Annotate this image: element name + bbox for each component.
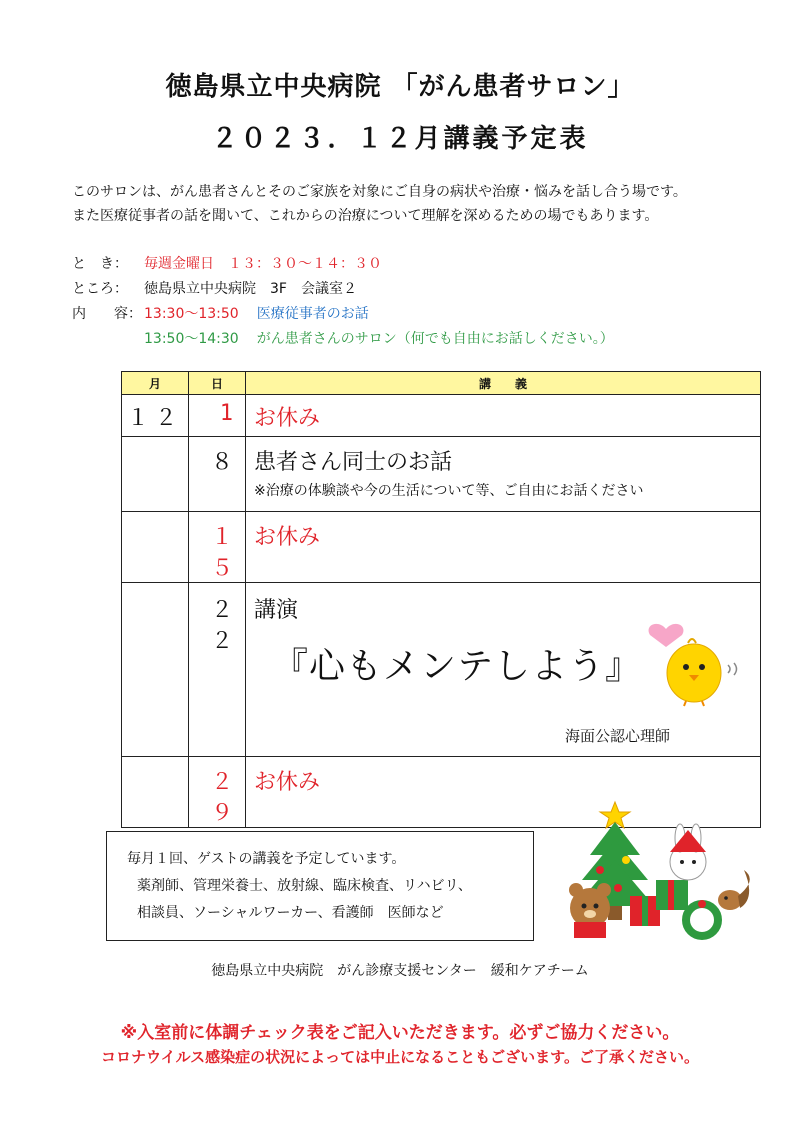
info-content-2: [72, 327, 614, 352]
lecture-note: ※治療の体験談や今の生活について等、ご自由にお話ください: [254, 483, 644, 499]
month-cell: [122, 512, 189, 583]
header-month: 月: [122, 372, 189, 395]
month-cell: [122, 583, 189, 757]
talk-title: 『心もメンテしよう』: [272, 646, 643, 687]
warning-line-2: コロナウイルス感染症の状況によっては中止になることもございます。ご了承ください。: [101, 1048, 699, 1066]
page-title: 徳島県立中央病院 「がん患者サロン」: [165, 72, 635, 102]
info-block: [72, 252, 614, 352]
lecture-title: お休み: [254, 770, 321, 795]
lecture-cell: [246, 437, 761, 512]
guest-line-3: 相談員、ソーシャルワーカー、看護師 医師など: [137, 905, 444, 921]
footer-organization: 徳島県立中央病院 がん診療支援センター 緩和ケアチーム: [211, 963, 589, 979]
info-when: [72, 252, 614, 277]
day-cell: ２２: [189, 583, 246, 757]
lecture-title: 患者さん同士のお話: [254, 450, 453, 475]
day-cell: ２９: [189, 757, 246, 828]
day-cell: 1: [189, 395, 246, 437]
content1-time: 13:30～13:50: [144, 306, 239, 322]
chick-with-heart-icon: [636, 607, 746, 707]
guest-info-box: [106, 831, 534, 941]
table-row: [122, 512, 761, 583]
table-row: [122, 437, 761, 512]
header-day: 日: [189, 372, 246, 395]
content1-text: 医療従事者のお話: [256, 306, 369, 322]
content2-time: 13:50～14:30: [144, 331, 239, 347]
day-cell: １５: [189, 512, 246, 583]
table-row: [122, 395, 761, 437]
when-value: 毎週金曜日 １３：３０～１４：３０: [144, 256, 382, 272]
lecture-title: お休み: [254, 525, 321, 550]
info-content-1: [72, 302, 614, 327]
info-where: [72, 277, 614, 302]
lecture-cell: [246, 583, 761, 757]
month-cell: １２: [122, 395, 189, 437]
content-indent: [72, 327, 144, 352]
page-subtitle: ２０２３．１２月講義予定表: [211, 124, 589, 154]
header-lecture: 講 義: [246, 372, 761, 395]
schedule-table: [121, 371, 761, 828]
speaker-name: 海面公認心理師: [564, 727, 670, 745]
guest-line-2: 薬剤師、管理栄養士、放射線、臨床検査、リハビリ、: [137, 878, 472, 894]
day-cell: ８: [189, 437, 246, 512]
where-value: 徳島県立中央病院 3F 会議室２: [144, 281, 357, 297]
lecture-title: お休み: [254, 406, 321, 431]
warning-line-1: ※入室前に体調チェック表をご記入いただきます。必ずご協力ください。: [120, 1023, 680, 1043]
intro-text: [72, 180, 687, 228]
guest-line-1: 毎月１回、ゲストの講義を予定しています。: [127, 851, 406, 867]
lecture-cell: [246, 512, 761, 583]
christmas-tree-with-animals-illustration: [560, 800, 760, 942]
intro-line-1: このサロンは、がん患者さんとそのご家族を対象にご自身の病状や治療・悩みを話し合う場です。: [72, 184, 687, 200]
table-row: [122, 583, 761, 757]
table-header-row: [122, 372, 761, 395]
lecture-cell: [246, 395, 761, 437]
month-cell: [122, 757, 189, 828]
content2-text: がん患者さんのサロン（何でも自由にお話しください。）: [256, 331, 614, 347]
intro-line-2: また医療従事者の話を聞いて、これからの治療について理解を深めるための場でもあります。: [72, 208, 659, 224]
where-label: ところ：: [72, 281, 128, 297]
content-label: 内 容：: [72, 306, 142, 322]
lecture-title: 講演: [254, 598, 299, 623]
month-cell: [122, 437, 189, 512]
when-label: と き：: [72, 256, 128, 272]
